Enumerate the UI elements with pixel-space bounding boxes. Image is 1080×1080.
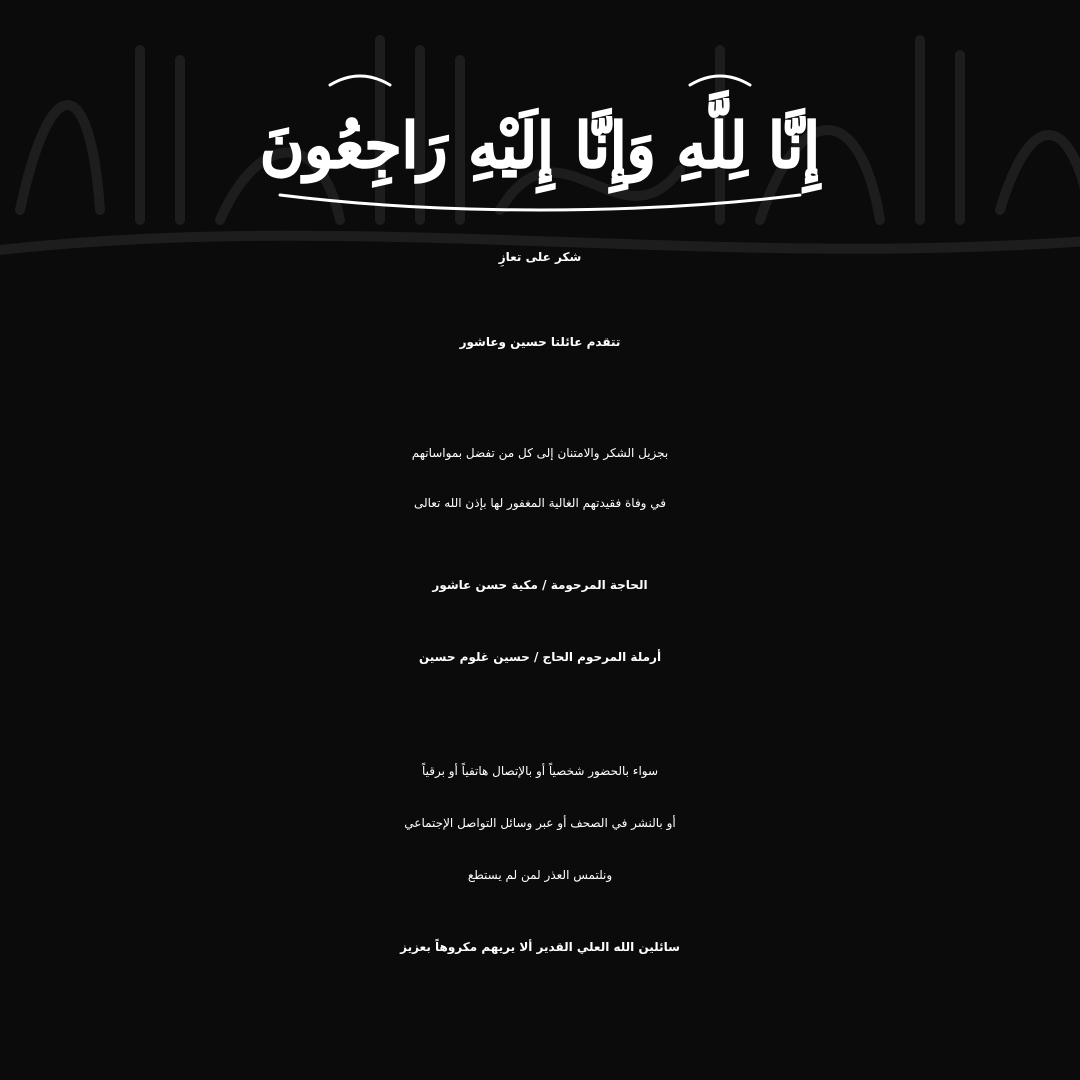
family-line: تتقدم عائلتا حسين وعاشور <box>459 335 621 349</box>
closing-prayer: سائلين الله العلي القدير ألا يريهم مكروهاً بعزيز <box>400 940 680 954</box>
widow-of-line: أرملة المرحوم الحاج / حسين غلوم حسين <box>418 650 662 664</box>
deceased-name-line: الحاجة المرحومة / مكية حسن عاشور <box>432 578 648 592</box>
verse-text: إِنَّا لِلَّهِ وَإِنَّا إِلَيْهِ رَاجِعُونَ <box>260 109 837 182</box>
paragraph-line: ونلتمس العذر لمن لم يستطع <box>467 868 613 882</box>
body-line: في وفاة فقيدتهم الغالية المغفور لها بإذن الله تعالى <box>413 496 667 510</box>
paragraph-line: أو بالنشر في الصحف أو عبر وسائل التواصل الإجتماعي <box>404 816 676 830</box>
paragraph-line: سواء بالحضور شخصياً أو بالإتصال هاتفياً أو برقياً <box>421 764 659 778</box>
heading-thanks: شكر على تعازِ <box>498 250 582 264</box>
body-line: بجزيل الشكر والامتنان إلى كل من تفضل بمواساتهم <box>411 446 669 460</box>
quran-verse-calligraphy <box>240 55 840 220</box>
